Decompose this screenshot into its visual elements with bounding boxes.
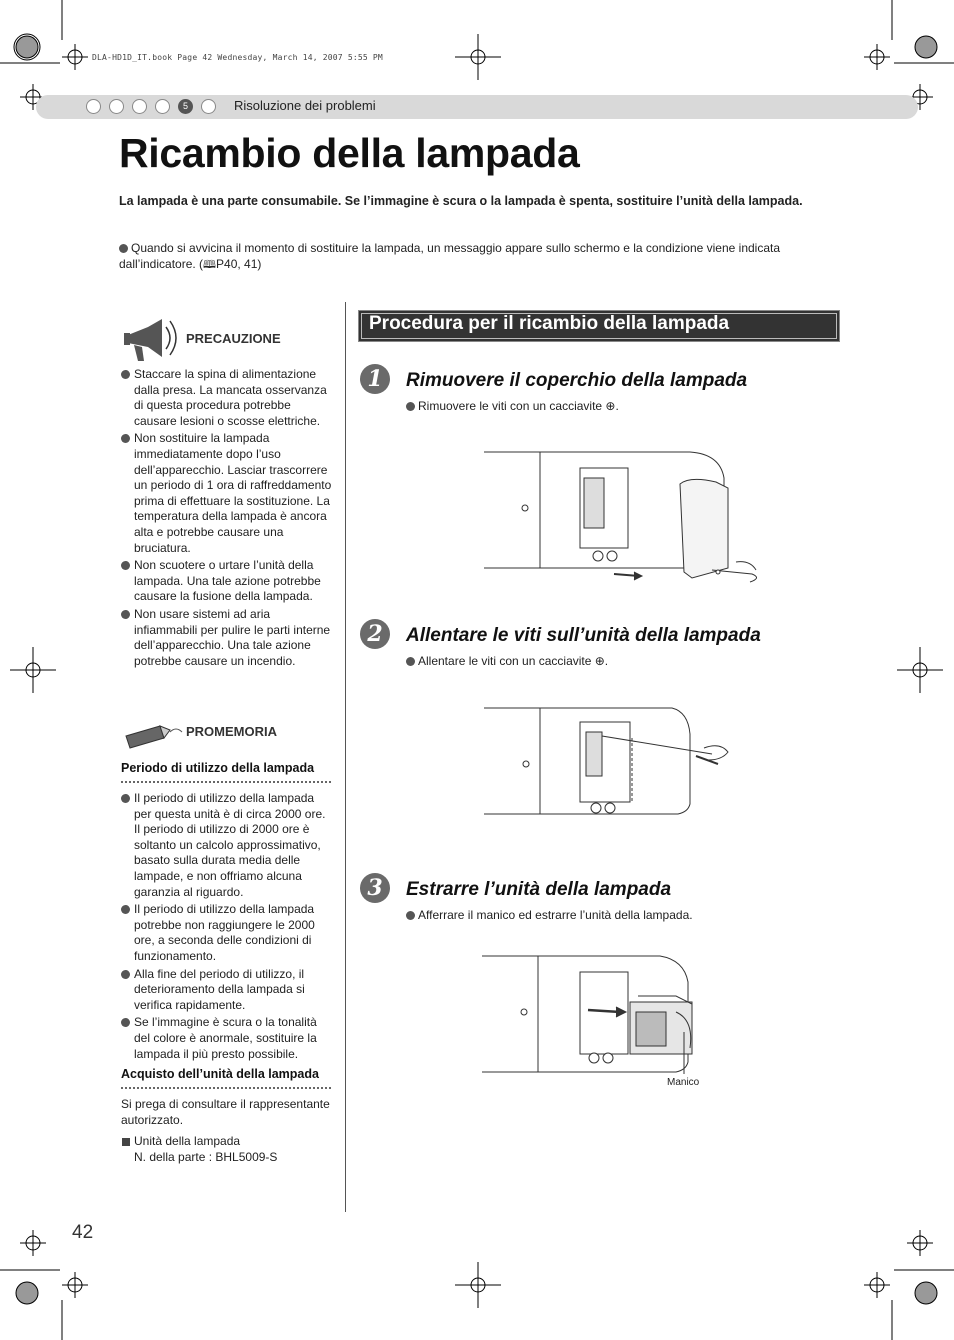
memo-text: Se l’immagine è scura o la tonalità del colore è anormale, sostituire la lampada il più presto possibile. [134, 1015, 317, 1061]
memo-heading: PROMEMORIA [186, 724, 277, 739]
list-item [121, 367, 333, 429]
intro-lead: La lampada è una parte consumabile. Se l’immagine è scura o la lampada è spenta, sostituire l’unità della lampada. [119, 194, 803, 208]
bullet-icon [121, 1018, 130, 1027]
bullet-icon [121, 970, 130, 979]
chapter-dot [155, 99, 170, 114]
dotted-divider [121, 781, 331, 783]
handle-label: Manico [667, 1077, 700, 1088]
bullet-icon [121, 794, 130, 803]
part-number: N. della parte : BHL5009-S [134, 1149, 278, 1164]
page-title: Ricambio della lampada [119, 130, 580, 176]
step-number-1: 1 [360, 364, 390, 394]
bullet-icon [121, 610, 130, 619]
memo-text: Alla fine del periodo di utilizzo, il deterioramento della lampada si verifica rapidamente. [134, 966, 305, 1012]
chapter-dot [109, 99, 124, 114]
list-item [121, 431, 333, 556]
bullet-icon [121, 370, 130, 379]
step-title-3: Estrarre l’unità della lampada [406, 879, 672, 900]
chapter-progress-dots [86, 99, 216, 114]
chapter-dot-active: 5 [178, 99, 193, 114]
step-desc-text: Rimuovere le viti con un cacciavite ⊕. [418, 399, 619, 413]
bullet-icon [121, 434, 130, 443]
part-label: Unità della lampada [134, 1134, 241, 1149]
list-item [121, 902, 333, 964]
list-item [121, 1015, 333, 1062]
caution-text: Non usare sistemi ad aria infiammabili per pulire le parti interne dell’apparecchio. Una tale azione potrebbe causare un incendio. [134, 606, 331, 668]
book-ref-icon: 🕮 [203, 259, 217, 271]
step-title-2: Allentare le viti sull’unità della lampada [406, 625, 761, 646]
chapter-dot [201, 99, 216, 114]
intro-note [119, 240, 839, 273]
megaphone-icon [122, 315, 182, 365]
bullet-icon [121, 561, 130, 570]
dotted-divider [121, 1087, 331, 1089]
caution-text: Non scuotere o urtare l’unità della lampada. Una tale azione potrebbe causare la fusione della lampada. [134, 558, 321, 604]
crop-mark-icon [16, 36, 38, 58]
procedure-heading: Procedura per il ricambio della lampada [369, 313, 730, 334]
bullet-icon [406, 911, 415, 920]
step-desc-3 [406, 908, 693, 922]
list-item [121, 967, 333, 1014]
step-title-1: Rimuovere il coperchio della lampada [406, 370, 748, 391]
bullet-icon [406, 657, 415, 666]
page-number: 42 [72, 1222, 94, 1243]
caution-list [121, 367, 333, 671]
list-item [121, 1134, 333, 1165]
purchase-heading: Acquisto dell’unità della lampada [121, 1067, 319, 1082]
square-bullet-icon [122, 1138, 130, 1146]
caution-text: Non sostituire la lampada immediatamente dopo l’uso dell’apparecchio. Lasciar trascorrere un periodo di 1 ora di raffreddamento prima di effettuare la sostituzione. La temperatura della lampada è ancora alta e potrebbe causare una bruciatura. [134, 431, 332, 555]
illustration-extract-lamp [480, 952, 720, 1082]
step-desc-text: Afferrare il manico ed estrarre l’unità della lampada. [418, 908, 693, 922]
bullet-icon [406, 402, 415, 411]
illustration-remove-cover [480, 448, 770, 588]
step-number-3: 3 [360, 873, 390, 903]
chapter-dot [132, 99, 147, 114]
pencil-memo-icon [124, 722, 184, 750]
chapter-dot [86, 99, 101, 114]
section-label: Risoluzione dei problemi [234, 98, 376, 113]
memo-content [121, 760, 333, 1167]
step-desc-1 [406, 399, 619, 413]
bullet-icon [119, 244, 128, 253]
step-desc-text: Allentare le viti con un cacciavite ⊕. [418, 654, 609, 668]
memo-text: Il periodo di utilizzo della lampada potrebbe non raggiungere le 2000 ore, a seconda delle condizioni di funzionamento. [134, 902, 315, 963]
illustration-loosen-screws [482, 704, 752, 828]
list-item [121, 558, 333, 605]
purchase-text: Si prega di consultare il rappresentante autorizzato. [121, 1097, 330, 1127]
intro-note-text: Quando si avvicina il momento di sostituire la lampada, un messaggio appare sullo schermo e la condizione viene indicata dall’indicatore. ( [119, 241, 781, 271]
list-item [121, 791, 333, 900]
column-divider [345, 302, 346, 1212]
memo-text: Il periodo di utilizzo della lampada per questa unità è di circa 2000 ore. Il periodo di utilizzo di 2000 ore è soltanto un calcolo approssimativo, basato sulla durata media delle lampade, e non offriamo alcuna garanzia al riguardo. [134, 791, 326, 899]
list-item [121, 607, 333, 669]
step-desc-2 [406, 654, 608, 668]
book-info-line: DLA-HD1D_IT.book Page 42 Wednesday, March 14, 2007 5:55 PM [92, 53, 383, 62]
intro-note-ref: P40, 41) [216, 257, 262, 271]
caution-text: Staccare la spina di alimentazione dalla presa. La mancata osservanza di questa procedura potrebbe causare lesioni o scosse elettriche. [134, 367, 327, 428]
bullet-icon [121, 905, 130, 914]
step-number-2: 2 [360, 619, 390, 649]
period-heading: Periodo di utilizzo della lampada [121, 761, 315, 775]
caution-heading: PRECAUZIONE [186, 331, 281, 346]
